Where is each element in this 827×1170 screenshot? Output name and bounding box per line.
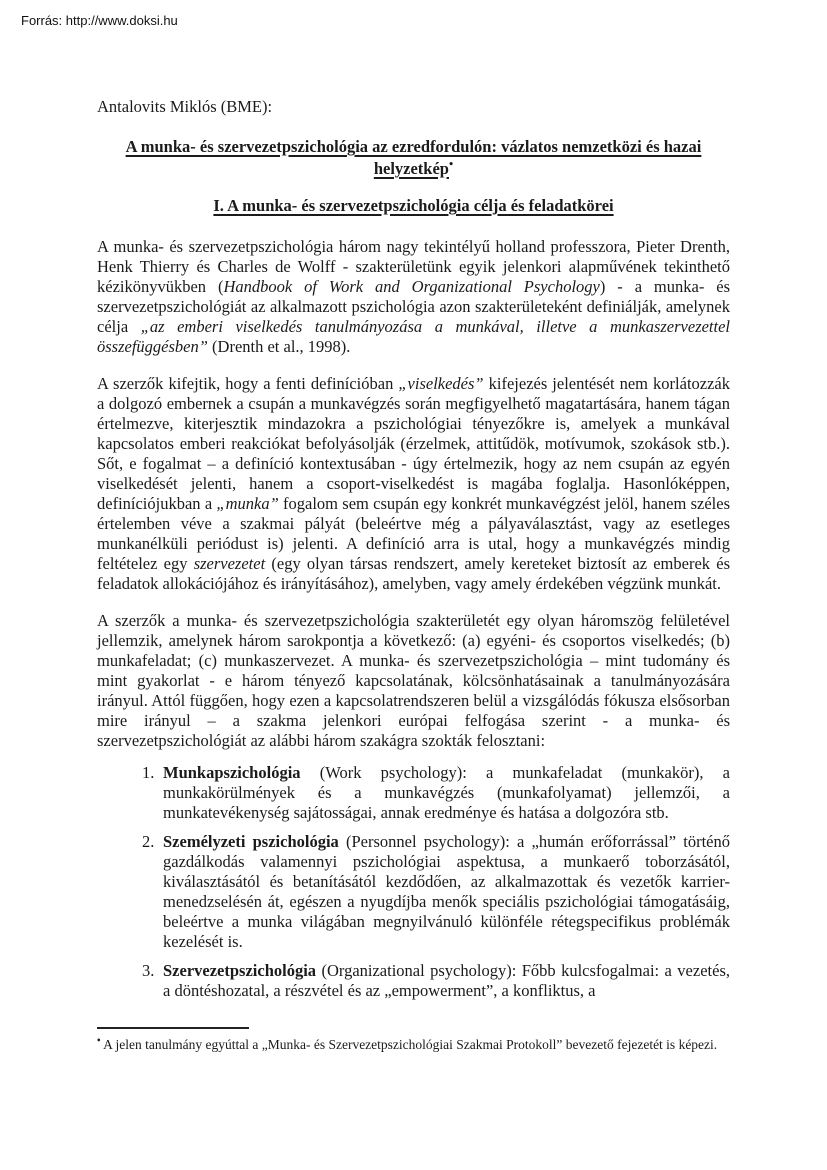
- title-footnote-marker: •: [448, 156, 454, 171]
- numbered-list: [97, 763, 730, 1001]
- list-item-text: Szervezetpszichológia (Organizational psychology): Főbb kulcsfogalmai: a vezetés, a döntéshozatal, a részvétel és az „empowerment”, a konfliktus, a: [163, 961, 730, 1000]
- paragraph-behavior-concept: A szerzők kifejtik, hogy a fenti definícióban „viselkedés” kifejezés jelentését nem korlátozzák a dolgozó embernek a csupán a munkavégzés során megfigyelhető magatartására, hanem tágan értelmezve, kiterjesztik mindazokra a pszichológiai tényezőkre is, amelyek a munkával kapcsolatos emberi reakciókat befolyásolják (érzelmek, attitűdök, motívumok, szokások stb.). Sőt, e fogalmat – a definíció kontextusában - úgy értelmezik, hogy az nem csupán az egyén viselkedését jelenti, hanem a csoport-viselkedést is magába foglalja. Hasonlóképpen, definíciójukban a „munka” fogalom sem csupán egy konkrét munkavégzést jelöl, hanem széles értelemben véve a szakmai pályát (beleértve még a pályaválasztást, vagy az esetleges munkanélküli periódust is) jelenti. A definíció arra is utal, hogy a munkavégzés mindig feltételez egy szervezetet (egy olyan társas rendszert, amely kereteket biztosít az emberek és feladatok allokációjához és irányításához), amelyben, vagy amely érdekében végzünk munkát.: [97, 374, 731, 593]
- author-line: Antalovits Miklós (BME):: [97, 97, 273, 116]
- document-title: [107, 136, 720, 180]
- document-title-text: A munka- és szervezetpszichológia az ezredfordulón: vázlatos nemzetközi és hazai helyzetkép: [125, 137, 702, 178]
- document-body: [97, 97, 730, 1010]
- footnote-area: [97, 1027, 730, 1053]
- footnote-text: A jelen tanulmány egyúttal a „Munka- és Szervezetpszichológiai Szakmai Protokoll” bevezető fejezetét is képezi.: [100, 1037, 718, 1052]
- source-url-header: Forrás: http://www.doksi.hu: [21, 13, 178, 28]
- list-item-text: Munkapszichológia (Work psychology): a munkafeladat (munkakör), a munkakörülmények és a munkavégzés (munkafolyamat) jellemzői, a munkatevékenység sajátosságai, annak eredménye és hatása a dolgozóra stb.: [163, 763, 730, 822]
- section-heading-text: I. A munka- és szervezetpszichológia célja és feladatkörei: [213, 196, 614, 215]
- section-heading: [97, 196, 730, 216]
- list-item-personnel-psychology: [97, 832, 730, 952]
- list-item-organizational-psychology: [97, 961, 730, 1001]
- list-item-number: 3.: [142, 961, 155, 980]
- footnote-separator-line: [97, 1027, 249, 1029]
- paragraph-triangle-model: A szerzők a munka- és szervezetpszichológia szakterületét egy olyan háromszög felületével jellemzik, amelynek három sarokpontja a következő: (a) egyéni- és csoportos viselkedés; (b) munkafeladat; (c) munkaszervezet. A munka- és szervezetpszichológia – mint tudomány és mint gyakorlat - e három tényező kapcsolatának, kölcsönhatásainak a tanulmányozására irányul. Attól függően, hogy ezen a kapcsolatrendszeren belül a vizsgálódás fókusza elsősorban mire irányul – a szakma jelenkori európai felfogása szerint - a munka- és szervezetpszichológiát az alábbi három szakágra szokták felosztani:: [97, 611, 730, 750]
- list-item-number: 1.: [142, 763, 155, 782]
- list-item-number: 2.: [142, 832, 155, 851]
- list-item-work-psychology: [97, 763, 730, 823]
- footnote-marker: •: [97, 1035, 101, 1047]
- paragraph-definition: A munka- és szervezetpszichológia három nagy tekintélyű holland professzora, Pieter Drenth, Henk Thierry és Charles de Wolff - szakterületünk egyik jelenkori alapművének tekinthető kézikönyvükben (Handbook of Work and Organizational Psychology) - a munka- és szervezetpszichológiát az alkalmazott pszichológia azon szakterületeként definiálják, amelynek célja „az emberi viselkedés tanulmányozása a munkával, illetve a munkaszervezettel összefüggésben” (Drenth et al., 1998).: [97, 237, 731, 356]
- footnote: [97, 1036, 730, 1053]
- list-item-text: Személyzeti pszichológia (Personnel psychology): a „humán erőforrással” történő gazdálkodás valamennyi pszichológiai aspektusa, a munkaerő toborzásától, kiválasztásától és betanításától kezdődően, az alkalmazottak és vezetők karrier-menedzselésén át, egészen a nyugdíjba menők speciális pszichológiai támogatásáig, beleértve a munka világában megnyilvánuló különféle rétegspecifikus problémák kezelését is.: [163, 832, 730, 951]
